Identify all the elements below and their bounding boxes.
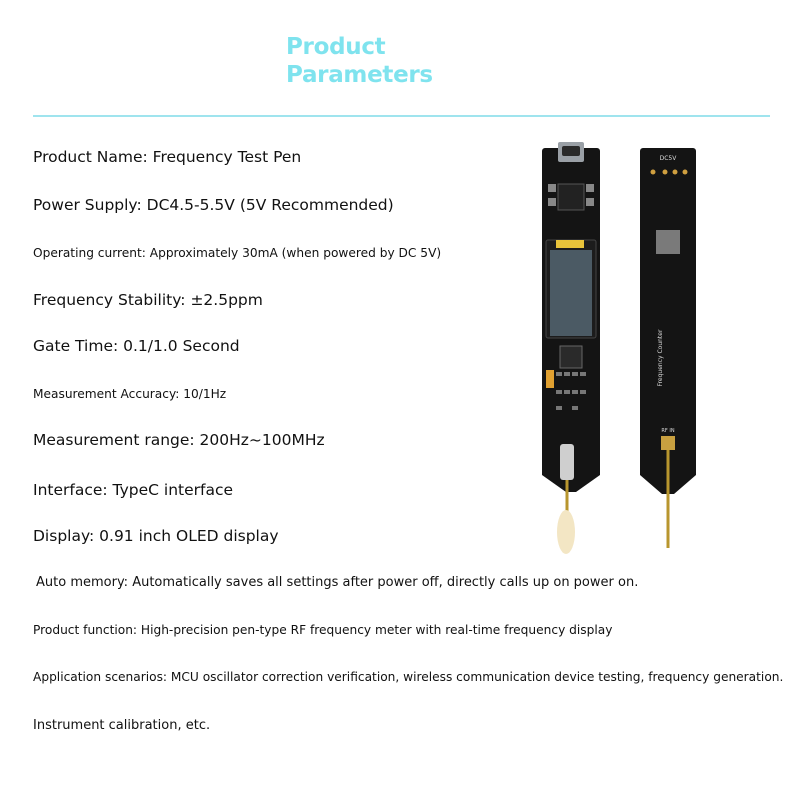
title-line-2: Parameters	[286, 62, 433, 88]
spec-interface: Interface: TypeC interface	[33, 481, 234, 499]
spec-operating-current: Operating current: Approximately 30mA (when powered by DC 5V)	[33, 246, 442, 260]
spec-display: Display: 0.91 inch OLED display	[33, 527, 279, 545]
spec-power-supply: Power Supply: DC4.5-5.5V (5V Recommended)	[33, 196, 394, 214]
spec-frequency-stability: Frequency Stability: ±2.5ppm	[33, 291, 263, 309]
silk-dc5v: DC5V	[659, 155, 677, 162]
spec-product-function: Product function: High-precision pen-type RF frequency meter with real-time frequency display	[33, 623, 613, 637]
device-front-view	[542, 142, 600, 554]
silk-frequency-counter: Frequency Counter	[657, 329, 664, 387]
spec-calibration: Instrument calibration, etc.	[33, 718, 211, 733]
spec-application-scenarios: Application scenarios: MCU oscillator correction verification, wireless communication device testing, frequency generation.	[33, 670, 784, 684]
device-back-view	[640, 148, 696, 548]
spec-gate-time: Gate Time: 0.1/1.0 Second	[33, 337, 240, 355]
silk-rf-in: RF IN	[661, 428, 675, 434]
rf-clip	[560, 444, 574, 480]
spec-product-name: Product Name: Frequency Test Pen	[33, 148, 302, 166]
qr-code	[656, 230, 680, 254]
page-title	[286, 33, 433, 89]
title-line-1: Product	[286, 34, 386, 60]
spec-auto-memory: Auto memory: Automatically saves all settings after power off, directly calls up on power on.	[36, 575, 639, 590]
spec-measurement-accuracy: Measurement Accuracy: 10/1Hz	[33, 387, 227, 401]
device-illustration	[520, 140, 720, 560]
spec-measurement-range: Measurement range: 200Hz~100MHz	[33, 431, 325, 449]
header-divider	[33, 115, 770, 117]
probe-tip-cap	[557, 510, 575, 554]
